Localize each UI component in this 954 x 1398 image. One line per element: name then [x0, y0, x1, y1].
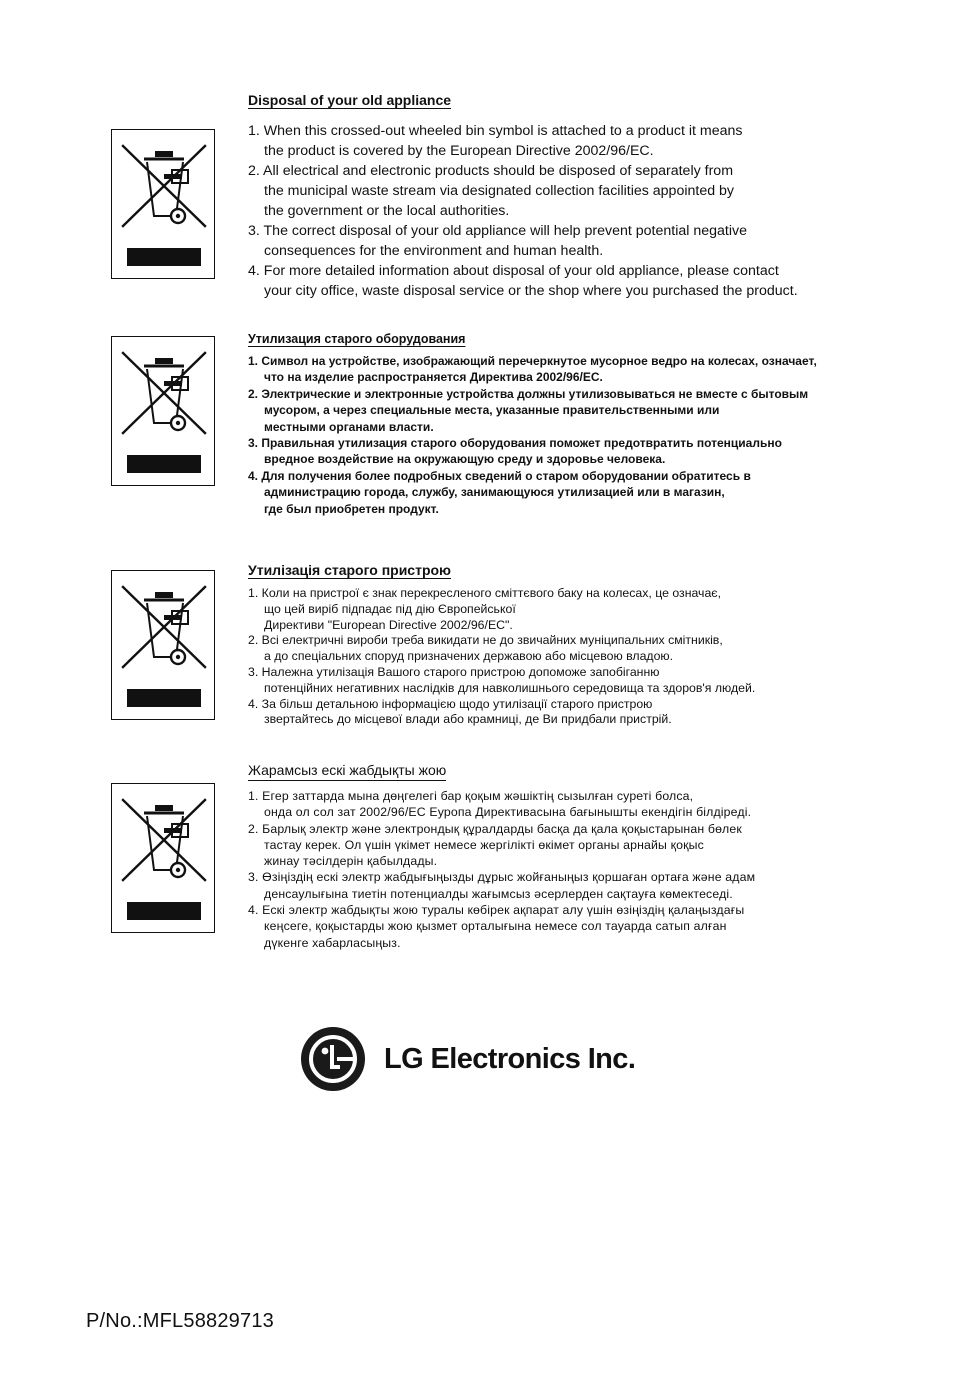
list-item-line: consequences for the environment and human health. [264, 243, 604, 259]
weee-symbol-box [111, 570, 215, 720]
list-item-line: денсаулығына тиетін потенциалды жағымсыз әсерлерден сақтауға көмектеседі. [264, 886, 733, 901]
crossed-out-wheeled-bin-icon [112, 571, 216, 721]
section-kazakh [111, 762, 901, 962]
list-item-line: your city office, waste disposal service or the shop where you purchased the product. [264, 283, 798, 299]
list-item-line: звертайтесь до місцевої влади або крамниці, де Ви придбали пристрій. [264, 712, 672, 727]
list-item-line: кеңсеге, қоқыстарды жою қызмет орталығына немесе сол тауарда сатып алған [264, 919, 727, 934]
list-item-line: жинау тәсілдерін қабылдады. [264, 854, 438, 869]
crossed-out-wheeled-bin-icon [112, 337, 216, 487]
list-item-line: местными органами власти. [264, 419, 434, 434]
item-list [248, 788, 755, 951]
item-list [248, 121, 798, 301]
list-item-line: 2. Электрические и электронные устройства должны утилизовываться не вместе с бытовым [248, 386, 809, 401]
list-item-line: the municipal waste stream via designated collection facilities appointed by [264, 183, 735, 199]
weee-symbol-box [111, 783, 215, 933]
list-item-line: а до спеціальних споруд призначених державою або місцевою владою. [264, 649, 674, 664]
lg-electronics-logo [300, 1026, 635, 1092]
crossed-out-wheeled-bin-icon [112, 784, 216, 934]
list-item [248, 788, 755, 821]
list-item [248, 261, 798, 301]
list-item-line: тастау керек. Ол үшін үкімет немесе жергілікті өкімет органы арнайы қоқыс [264, 837, 704, 852]
list-item-line: 2. Всі електричні вироби треба викидати не до звичайних муніципальних смітників, [248, 633, 723, 648]
list-item [248, 353, 817, 386]
list-item [248, 386, 817, 435]
list-item-line: the government or the local authorities. [264, 203, 510, 219]
list-item-line: 4. Ескі электр жабдықты жою туралы көбірек ақпарат алу үшін өзіңіздің қалаңыздағы [248, 903, 745, 918]
list-item-line: вредное воздействие на окружающую среду и здоровье человека. [264, 452, 666, 467]
list-item-line: 3. Правильная утилизация старого оборудования поможет предотвратить потенциально [248, 436, 782, 451]
list-item [248, 869, 755, 902]
list-item-line: Директиви "European Directive 2002/96/EC". [264, 617, 513, 632]
lg-face-logo [300, 1026, 366, 1092]
list-item-line: 4. За більш детальною інформацією щодо утилізації старого пристрою [248, 696, 653, 711]
list-item-line: що цей виріб підпадає під дію Європейської [264, 601, 516, 616]
list-item-line: 4. Для получения более подробных сведений о старом оборудовании обратитесь в [248, 468, 751, 483]
list-item [248, 697, 755, 729]
crossed-out-wheeled-bin-icon [112, 130, 216, 280]
list-item [248, 468, 817, 517]
list-item [248, 435, 817, 468]
section-english [111, 92, 901, 299]
list-item-line: 3. Өзіңіздің ескі электр жабдығыңызды дұрыс жойғаныңыз қоршаған ортаға және адам [248, 870, 756, 885]
weee-symbol-box [111, 336, 215, 486]
list-item [248, 121, 798, 161]
list-item-line: 1. Коли на пристрої є знак перекресленого сміттєвого баку на колесах, це означає, [248, 586, 721, 600]
weee-symbol-box [111, 129, 215, 279]
list-item-line: 2. Барлық электр және электрондық құралдарды басқа да қала қоқыстарынан бөлек [248, 821, 742, 836]
item-list [248, 353, 817, 517]
section-ukrainian [111, 562, 901, 732]
list-item-line: 3. The correct disposal of your old appliance will help prevent potential negative [248, 223, 747, 239]
list-item [248, 161, 798, 221]
list-item-line: 1. Символ на устройстве, изображающий перечеркнутое мусорное ведро на колесах, означает, [248, 354, 817, 368]
section-title: Утилизация старого оборудования [248, 332, 466, 346]
list-item-line: 1. When this crossed-out wheeled bin symbol is attached to a product it means [248, 123, 743, 139]
list-item-line: 2. All electrical and electronic products should be disposed of separately from [248, 163, 734, 179]
list-item-line: администрацию города, службу, занимающуюся утилизацией или в магазин, [264, 485, 725, 500]
item-list [248, 586, 755, 728]
list-item-line: что на изделие распространяется Директива 2002/96/EC. [264, 370, 603, 385]
list-item-line: онда ол сол зат 2002/96/EC Еуропа Директивасына бағынышты екендігін білдіреді. [264, 805, 752, 820]
list-item-line: 4. For more detailed information about disposal of your old appliance, please contact [248, 263, 779, 279]
list-item-line: мусором, а через специальные места, указанные правительственными или [264, 403, 720, 418]
list-item-line: потенційних негативних наслідків для навколишнього середовища та здоров'я людей. [264, 680, 756, 695]
section-title: Disposal of your old appliance [248, 92, 452, 108]
part-number: P/No.:MFL58829713 [86, 1310, 274, 1332]
list-item [248, 586, 755, 633]
section-russian [111, 332, 901, 532]
list-item-line: 3. Належна утилізація Вашого старого пристрою допоможе запобіганню [248, 664, 660, 679]
list-item-line: где был приобретен продукт. [264, 501, 439, 516]
list-item-line: дүкенге хабарласыңыз. [264, 935, 401, 950]
list-item-line: 1. Егер заттарда мына дөңгелегі бар қоқым жәшіктің сызылған суреті болса, [248, 789, 694, 803]
section-title: Жарамсыз ескі жабдықты жою [248, 762, 446, 781]
list-item [248, 633, 755, 665]
company-name: LG Electronics Inc. [384, 1042, 636, 1075]
list-item [248, 902, 755, 951]
list-item [248, 221, 798, 261]
list-item [248, 821, 755, 870]
section-title: Утилізація старого пристрою [248, 562, 452, 578]
list-item-line: the product is covered by the European Directive 2002/96/EC. [264, 143, 654, 159]
list-item [248, 665, 755, 697]
